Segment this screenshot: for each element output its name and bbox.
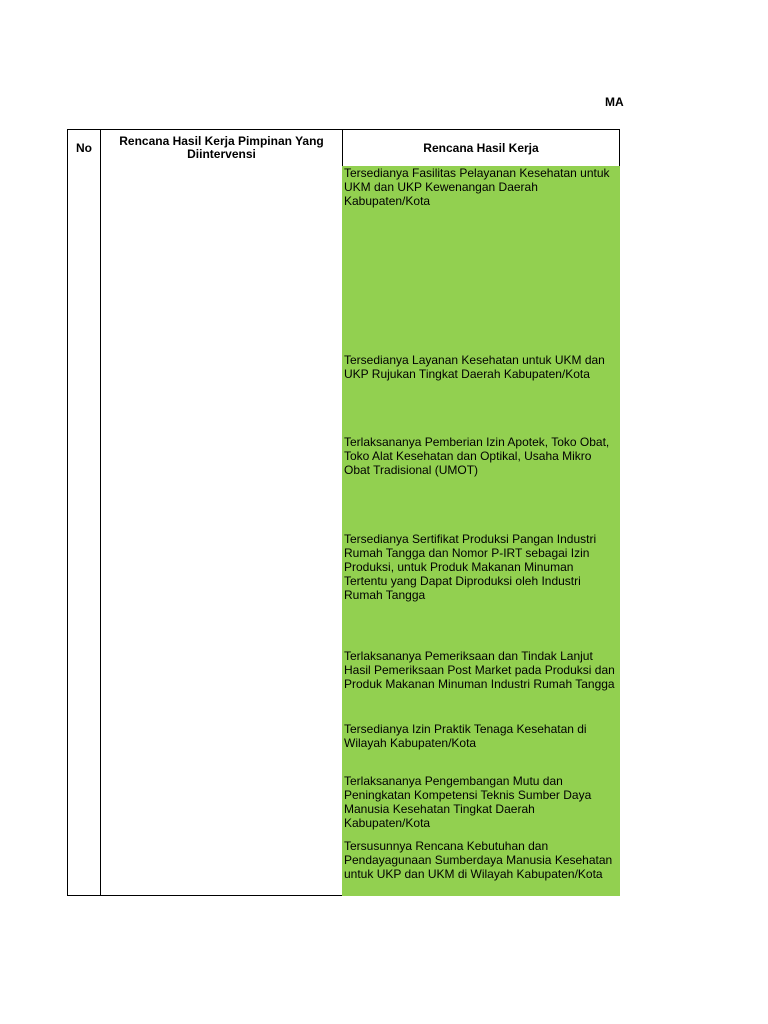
rhk-cell[interactable] — [342, 502, 620, 633]
rhk-text: Tersedianya Fasilitas Pelayanan Kesehatan untuk UKM dan UKP Kewenangan Daerah Kabupaten/Kota — [344, 166, 610, 208]
no-cell[interactable] — [67, 353, 101, 410]
no-cell[interactable] — [67, 502, 101, 633]
rhk-cell[interactable] — [342, 166, 620, 354]
rhk-text: Terlaksananya Pengembangan Mutu dan Peningkatan Kompetensi Teknis Sumber Daya Manusia Kesehatan Tingkat Daerah Kabupaten/Kota — [344, 773, 592, 830]
pimpinan-cell[interactable] — [100, 166, 343, 184]
no-cell[interactable] — [67, 764, 101, 840]
pimpinan-cell[interactable] — [100, 241, 343, 260]
rhk-cell[interactable] — [342, 764, 620, 840]
pimpinan-cell[interactable] — [100, 277, 343, 354]
no-cell[interactable] — [67, 183, 101, 242]
rhk-text: Terlaksananya Pemeriksaan dan Tindak Lanjut Hasil Pemeriksaan Post Market pada Produksi dan Produk Makanan Minuman Industri Rumah Tangga — [344, 649, 615, 691]
rhk-cell[interactable] — [342, 839, 620, 896]
no-cell[interactable] — [67, 259, 101, 278]
pimpinan-cell[interactable] — [100, 502, 343, 633]
pimpinan-cell[interactable] — [100, 259, 343, 278]
no-cell[interactable] — [67, 839, 101, 896]
no-cell[interactable] — [67, 632, 101, 709]
no-cell[interactable] — [67, 241, 101, 260]
pimpinan-cell[interactable] — [100, 764, 343, 840]
sheet-title-fragment: MA — [605, 95, 624, 109]
rhk-text: Tersedianya Izin Praktik Tenaga Kesehatan di Wilayah Kabupaten/Kota — [344, 722, 587, 750]
no-cell[interactable] — [67, 277, 101, 354]
no-cell[interactable] — [67, 708, 101, 765]
pimpinan-cell[interactable] — [100, 183, 343, 242]
pimpinan-cell[interactable] — [100, 353, 343, 410]
header-rencana-hasil-kerja: Rencana Hasil Kerja — [342, 129, 620, 167]
no-cell[interactable] — [67, 409, 101, 503]
no-cell[interactable] — [67, 166, 101, 184]
pimpinan-cell[interactable] — [100, 632, 343, 709]
header-pimpinan: Rencana Hasil Kerja Pimpinan Yang Diintervensi — [100, 129, 343, 167]
rhk-cell[interactable] — [342, 353, 620, 410]
rhk-cell[interactable] — [342, 708, 620, 765]
rhk-text: Tersedianya Layanan Kesehatan untuk UKM dan UKP Rujukan Tingkat Daerah Kabupaten/Kota — [344, 353, 605, 381]
pimpinan-cell[interactable] — [100, 708, 343, 765]
rhk-text: Tersedianya Sertifikat Produksi Pangan Industri Rumah Tangga dan Nomor P-IRT sebagai Izin Produksi, untuk Produk Makanan Minuman Tertentu yang Dapat Diproduksi oleh Industri Rumah Tangga — [344, 532, 597, 602]
rhk-text: Tersusunnya Rencana Kebutuhan dan Pendayagunaan Sumberdaya Manusia Kesehatan untuk UKP dan UKM di Wilayah Kabupaten/Kota — [344, 839, 613, 881]
rhk-cell[interactable] — [342, 409, 620, 503]
pimpinan-cell[interactable] — [100, 409, 343, 503]
rhk-text: Terlaksananya Pemberian Izin Apotek, Toko Obat, Toko Alat Kesehatan dan Optikal, Usaha Mikro Obat Tradisional (UMOT) — [344, 434, 610, 477]
pimpinan-cell[interactable] — [100, 839, 343, 896]
header-no: No — [67, 129, 101, 167]
rhk-cell[interactable] — [342, 632, 620, 709]
